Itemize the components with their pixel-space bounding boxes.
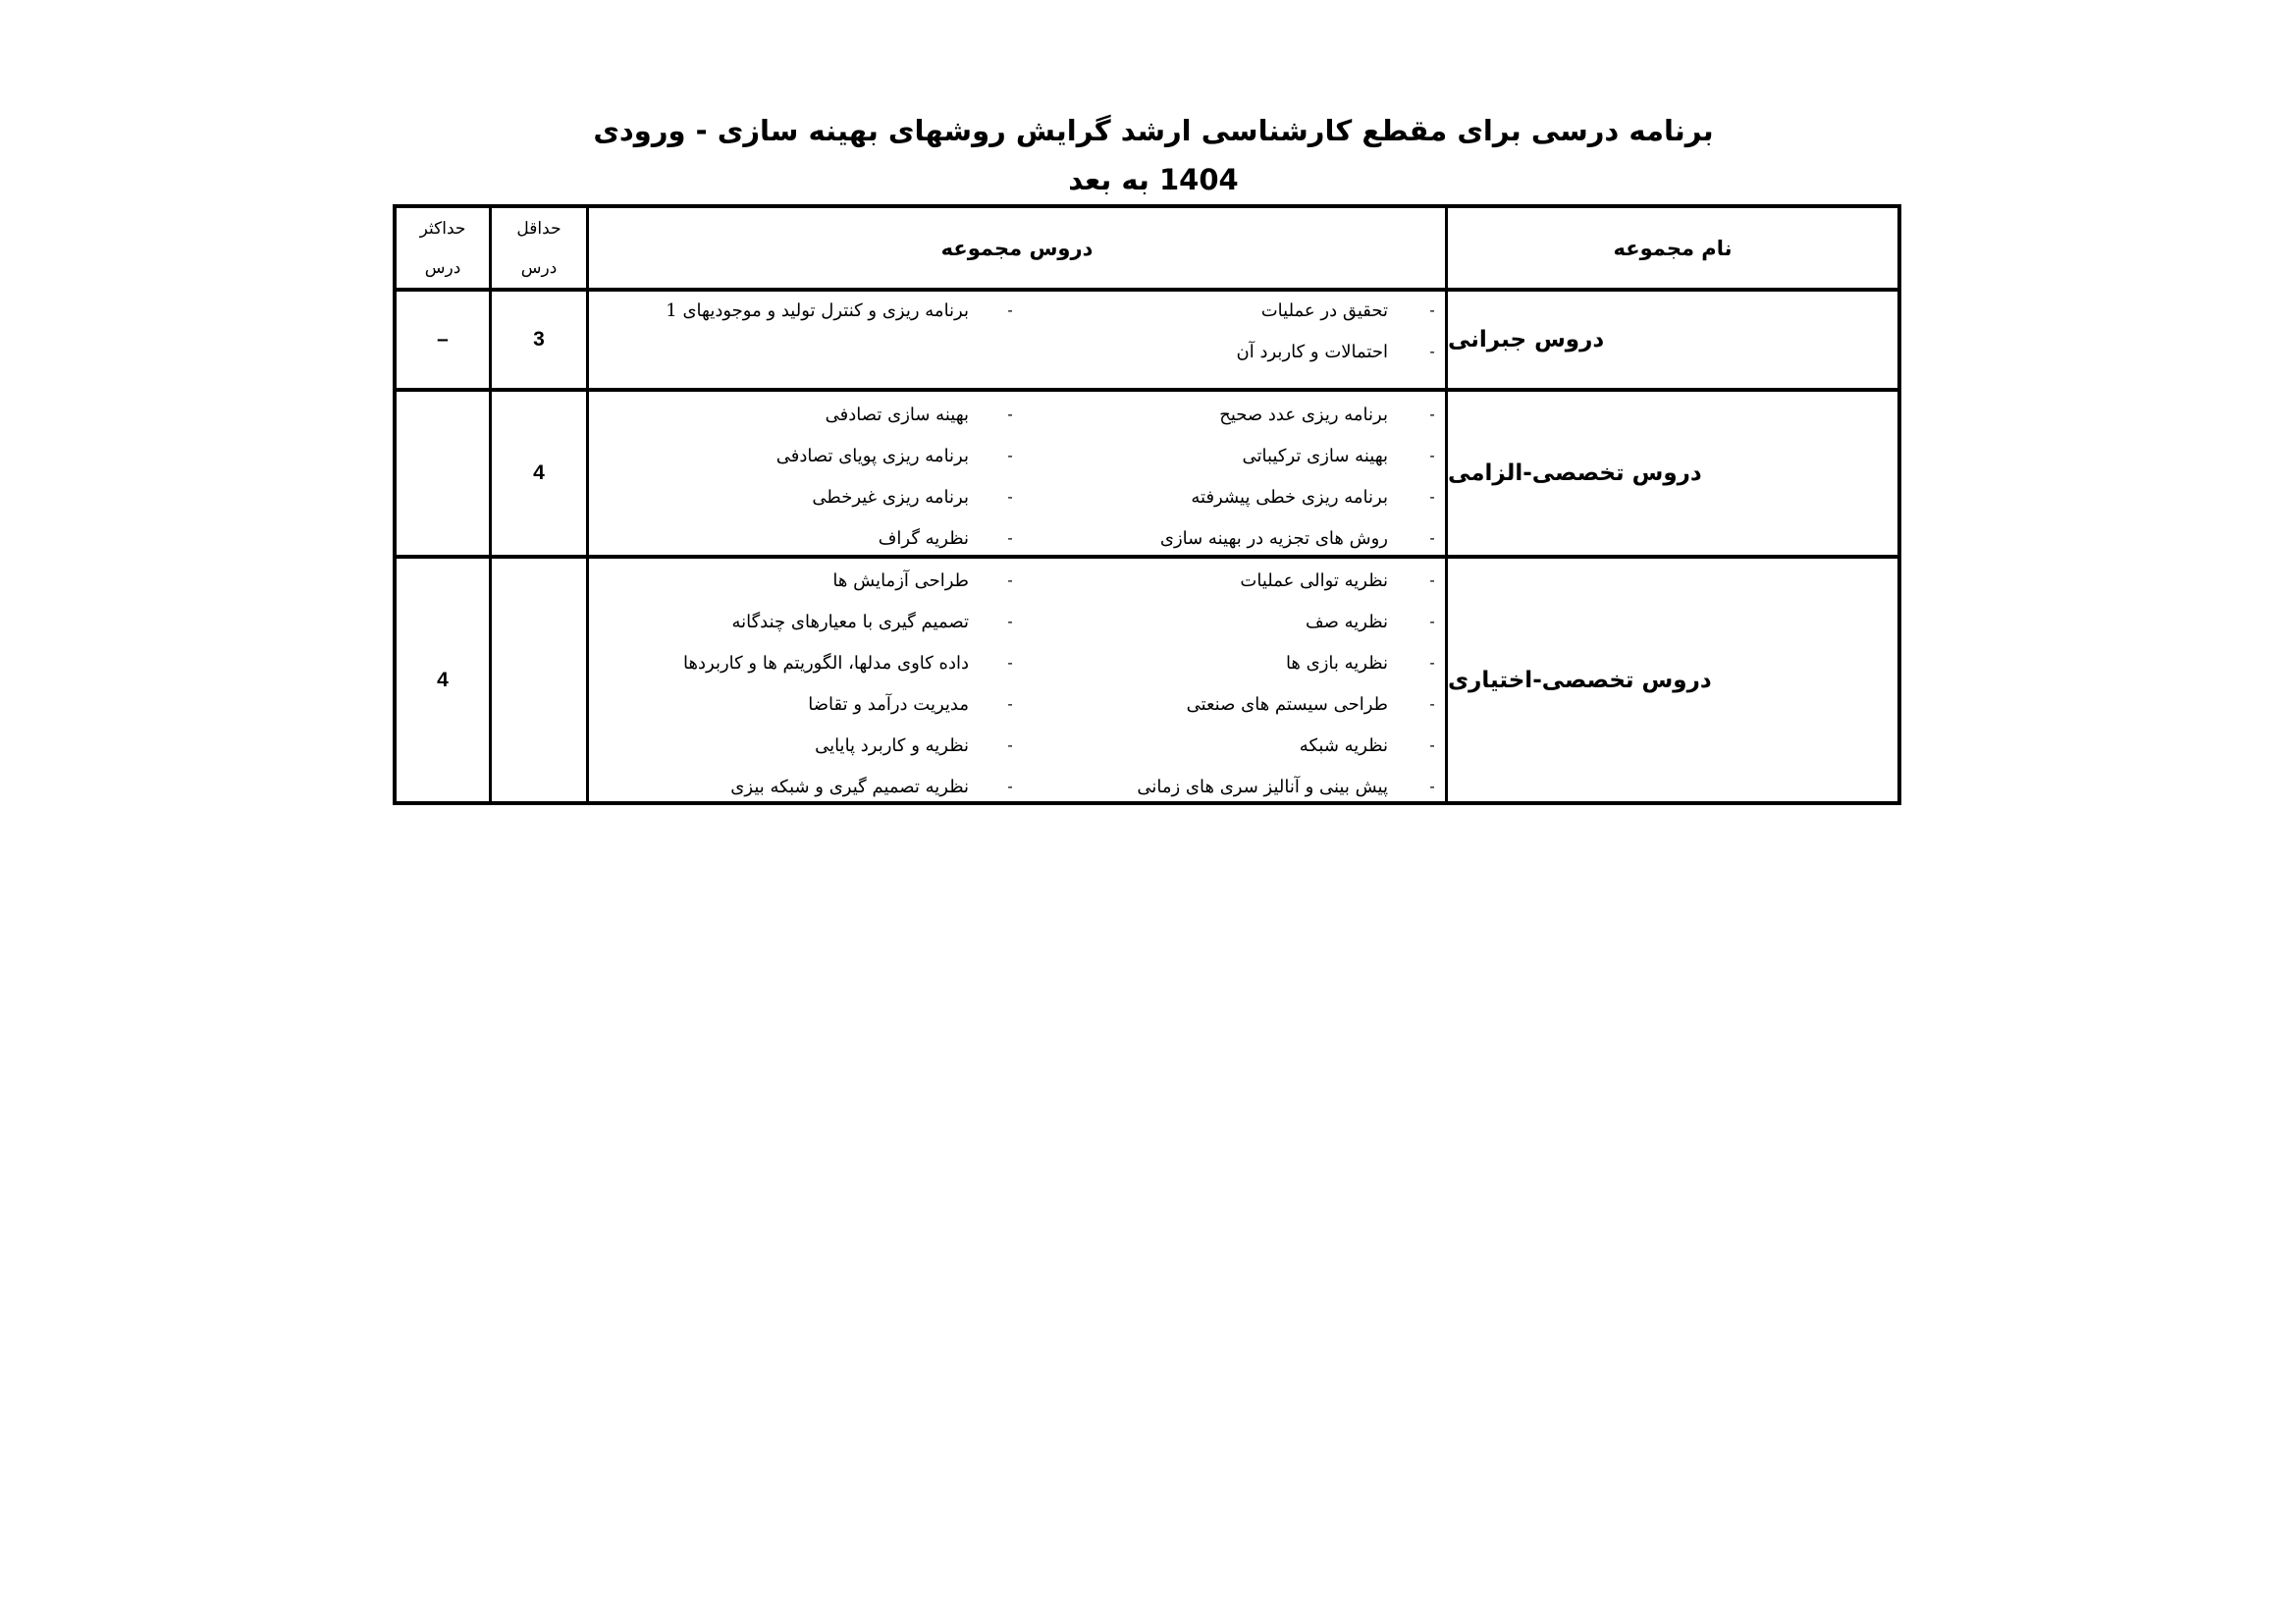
bullet-dash: - xyxy=(1007,302,1013,319)
header-group-courses: دروس مجموعه xyxy=(940,236,1094,260)
course-item: نظریه بازی ها xyxy=(1285,653,1388,674)
bullet-dash: - xyxy=(1007,572,1013,589)
curriculum-table xyxy=(393,204,1901,805)
header-min-line2: درس xyxy=(520,257,558,278)
bullet-dash: - xyxy=(1429,406,1435,423)
bullet-dash: - xyxy=(1007,655,1013,672)
header-max-line2: درس xyxy=(424,257,461,278)
header-min-line1: حداقل xyxy=(516,218,561,239)
document-title: برنامه درسی برای مقطع کارشناسی ارشد گرایش روشهای بهینه سازی - ورودی 1404 به بعد xyxy=(593,114,1714,196)
course-item: نظریه شبکه xyxy=(1299,735,1388,756)
row1-min: 3 xyxy=(533,328,545,351)
row2-group-name: دروس تخصصی-الزامی xyxy=(1448,460,1702,486)
course-item: برنامه ریزی غیرخطی xyxy=(812,487,969,508)
row2-min: 4 xyxy=(533,461,545,484)
bullet-dash: - xyxy=(1429,655,1435,672)
bullet-dash: - xyxy=(1007,696,1013,713)
course-item: طراحی آزمایش ها xyxy=(832,570,969,591)
bullet-dash: - xyxy=(1007,779,1013,795)
course-item: تصمیم گیری با معیارهای چندگانه xyxy=(731,612,969,632)
header-max-line1: حداکثر xyxy=(419,218,466,239)
bullet-dash: - xyxy=(1007,406,1013,423)
course-item: نظریه توالی عملیات xyxy=(1240,570,1388,591)
course-item: احتمالات و کاربرد آن xyxy=(1236,342,1388,362)
row3-min xyxy=(492,559,586,801)
course-item: برنامه ریزی و کنترل تولید و موجودیهای 1 xyxy=(666,300,969,321)
row3-max: 4 xyxy=(437,668,449,691)
course-item: نظریه تصمیم گیری و شبکه بیزی xyxy=(730,777,969,797)
row1-max: – xyxy=(437,328,449,351)
column-divider xyxy=(586,208,589,801)
course-item: بهینه سازی ترکیباتی xyxy=(1242,446,1388,466)
course-item: نظریه صف xyxy=(1305,612,1388,632)
course-item: برنامه ریزی خطی پیشرفته xyxy=(1191,487,1388,508)
course-item: تحقیق در عملیات xyxy=(1260,300,1388,321)
header-group-name: نام مجموعه xyxy=(1613,236,1733,260)
bullet-dash: - xyxy=(1429,696,1435,713)
bullet-dash: - xyxy=(1429,614,1435,630)
bullet-dash: - xyxy=(1007,489,1013,506)
header-min-courses xyxy=(492,208,586,288)
course-item: روش های تجزیه در بهینه سازی xyxy=(1159,528,1388,549)
bullet-dash: - xyxy=(1007,530,1013,547)
bullet-dash: - xyxy=(1429,737,1435,754)
course-item: بهینه سازی تصادفی xyxy=(825,405,969,425)
course-item: نظریه گراف xyxy=(878,528,969,549)
course-item: داده کاوی مدلها، الگوریتم ها و کاربردها xyxy=(683,653,969,674)
course-item: برنامه ریزی پویای تصادفی xyxy=(775,446,969,466)
row3-group-name: دروس تخصصی-اختیاری xyxy=(1448,667,1712,693)
row1-group-name: دروس جبرانی xyxy=(1448,327,1605,352)
header-max-courses xyxy=(397,208,489,288)
course-item: پیش بینی و آنالیز سری های زمانی xyxy=(1137,777,1388,797)
bullet-dash: - xyxy=(1429,302,1435,319)
course-item: برنامه ریزی عدد صحیح xyxy=(1219,405,1388,425)
bullet-dash: - xyxy=(1429,344,1435,360)
course-item: نظریه و کاربرد پایایی xyxy=(815,735,969,756)
bullet-dash: - xyxy=(1007,737,1013,754)
bullet-dash: - xyxy=(1429,779,1435,795)
bullet-dash: - xyxy=(1429,489,1435,506)
bullet-dash: - xyxy=(1429,572,1435,589)
bullet-dash: - xyxy=(1007,448,1013,464)
bullet-dash: - xyxy=(1429,448,1435,464)
bullet-dash: - xyxy=(1429,530,1435,547)
bullet-dash: - xyxy=(1007,614,1013,630)
row2-max xyxy=(397,392,489,555)
course-item: طراحی سیستم های صنعتی xyxy=(1186,694,1388,715)
course-item: مدیریت درآمد و تقاضا xyxy=(808,694,969,715)
